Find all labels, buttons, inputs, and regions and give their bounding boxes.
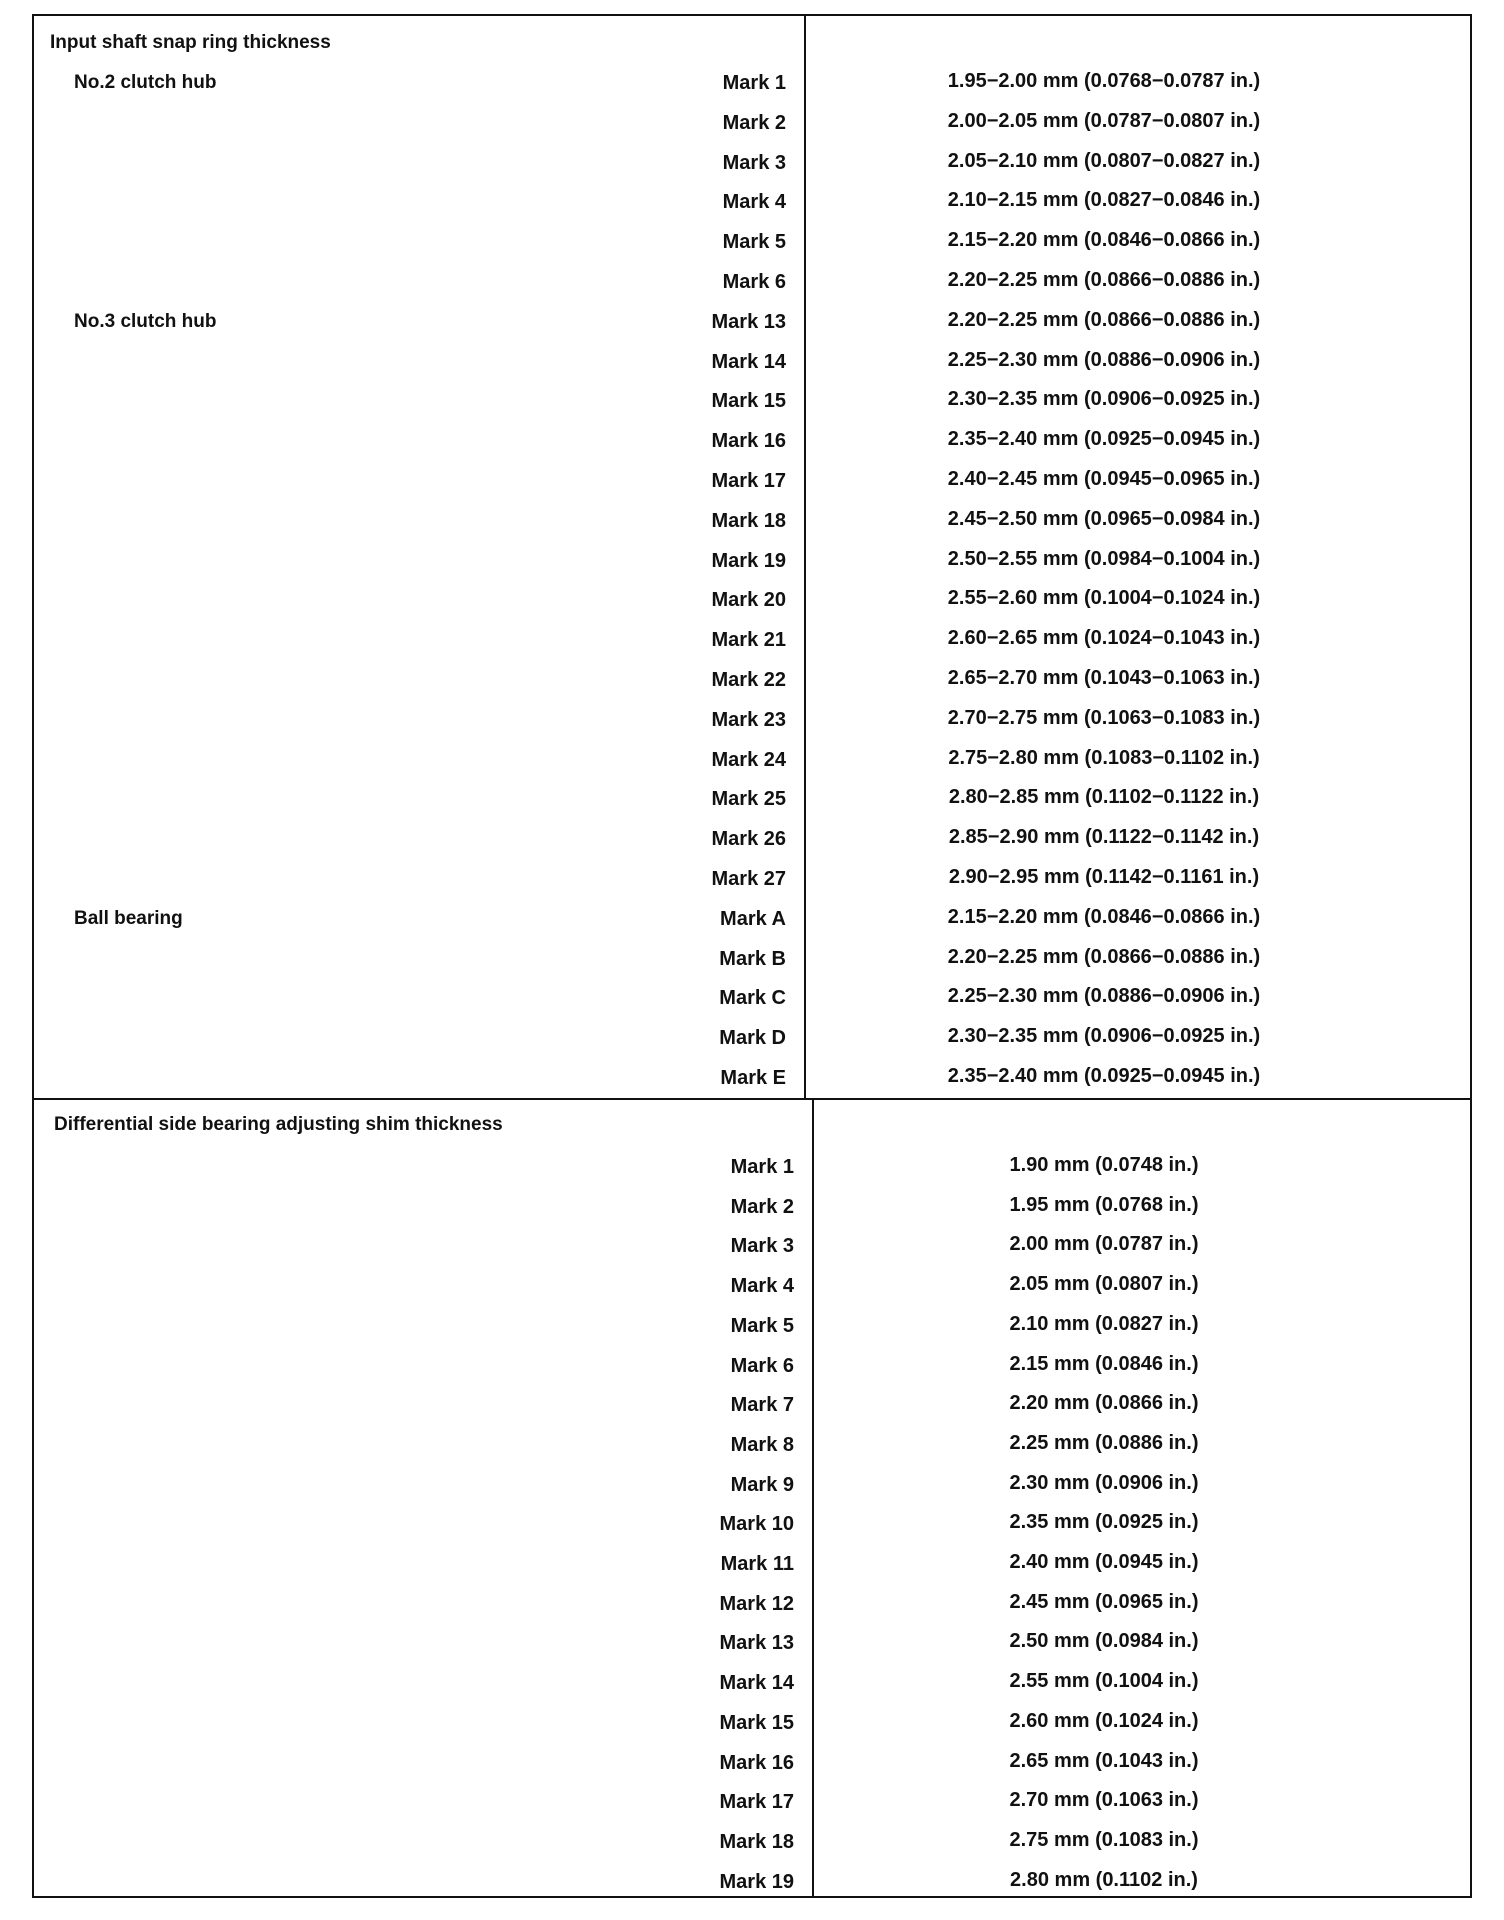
thickness-value: 2.20−2.25 mm (0.0866−0.0886 in.) [947, 308, 1261, 331]
mark-label: Mark 5 [722, 231, 786, 254]
mark-label: Mark 14 [711, 350, 786, 373]
thickness-value: 2.55 mm (0.1004 in.) [1009, 1670, 1199, 1693]
mark-label: Mark 4 [722, 191, 786, 214]
mark-label: Mark 14 [719, 1672, 794, 1695]
thickness-value: 2.00−2.05 mm (0.0787−0.0807 in.) [947, 109, 1261, 132]
thickness-value: 2.80 mm (0.1102 in.) [1010, 1868, 1198, 1891]
thickness-value: 2.75−2.80 mm (0.1083−0.1102 in.) [948, 746, 1260, 769]
mark-label: Mark 22 [711, 669, 786, 691]
mark-label: Mark 23 [711, 708, 786, 731]
mark-label: Mark 16 [719, 1751, 794, 1774]
table-row [34, 1746, 1470, 1778]
table-row [34, 1309, 1470, 1341]
mark-label: Mark 8 [730, 1433, 794, 1456]
mark-label: Mark 21 [711, 629, 786, 652]
component-label: No.3 clutch hub [74, 310, 217, 332]
thickness-value: 2.35−2.40 mm (0.0925−0.0945 in.) [947, 428, 1261, 451]
thickness-value: 2.30 mm (0.0906 in.) [1009, 1471, 1199, 1494]
thickness-value: 2.25−2.30 mm (0.0886−0.0906 in.) [947, 348, 1261, 371]
thickness-value: 1.95−2.00 mm (0.0768−0.0787 in.) [947, 70, 1261, 92]
table-row [34, 1190, 1470, 1222]
thickness-value: 2.20−2.25 mm (0.0866−0.0886 in.) [947, 269, 1261, 291]
table-row [34, 981, 1470, 1013]
thickness-value: 2.60−2.65 mm (0.1024−0.1043 in.) [947, 627, 1261, 650]
mark-label: Mark 1 [730, 1156, 794, 1178]
table-row [34, 424, 1470, 456]
thickness-value: 2.70−2.75 mm (0.1063−0.1083 in.) [947, 706, 1261, 729]
mark-label: Mark 1 [722, 72, 786, 94]
table-row [34, 1706, 1470, 1738]
thickness-value: 2.45−2.50 mm (0.0965−0.0984 in.) [947, 507, 1261, 530]
thickness-value: 2.50−2.55 mm (0.0984−0.1004 in.) [947, 547, 1261, 570]
mark-label: Mark 20 [711, 589, 786, 612]
thickness-value: 2.35−2.40 mm (0.0925−0.0945 in.) [947, 1065, 1261, 1087]
mark-label: Mark 19 [711, 549, 786, 572]
thickness-value: 2.75 mm (0.1083 in.) [1009, 1828, 1199, 1851]
mark-label: Mark 13 [711, 310, 786, 333]
mark-label: Mark 10 [719, 1513, 794, 1536]
table-row [34, 782, 1470, 814]
thickness-value: 2.40−2.45 mm (0.0945−0.0965 in.) [947, 468, 1261, 490]
table-row [34, 305, 1470, 337]
component-label: No.2 clutch hub [74, 72, 217, 93]
thickness-value: 2.05−2.10 mm (0.0807−0.0827 in.) [947, 149, 1261, 172]
mark-label: Mark 9 [730, 1473, 794, 1496]
thickness-value: 2.65−2.70 mm (0.1043−0.1063 in.) [947, 667, 1261, 689]
thickness-value: 2.30−2.35 mm (0.0906−0.0925 in.) [947, 388, 1261, 411]
thickness-value: 2.05 mm (0.0807 in.) [1009, 1273, 1199, 1296]
table-row [34, 1229, 1470, 1261]
table-row [34, 583, 1470, 615]
table-row [34, 1349, 1470, 1381]
table-row [34, 66, 1470, 98]
table-row [34, 504, 1470, 536]
table-row [34, 384, 1470, 416]
mark-label: Mark A [720, 907, 786, 930]
table-row [34, 942, 1470, 974]
table-row [34, 464, 1470, 496]
table-row [34, 902, 1470, 934]
table-row [34, 1666, 1470, 1698]
table-row [34, 623, 1470, 655]
table-row [34, 1468, 1470, 1500]
mark-label: Mark D [719, 1027, 786, 1050]
table-row [34, 544, 1470, 576]
mark-label: Mark 17 [711, 470, 786, 492]
mark-label: Mark 18 [719, 1830, 794, 1853]
mark-label: Mark 6 [730, 1354, 794, 1377]
thickness-value: 1.90 mm (0.0748 in.) [1009, 1154, 1199, 1176]
table-row [34, 265, 1470, 297]
mark-label: Mark 27 [711, 868, 786, 890]
table-row [34, 1150, 1470, 1182]
thickness-value: 2.50 mm (0.0984 in.) [1009, 1630, 1199, 1653]
table-row [34, 1626, 1470, 1658]
table-row [34, 1587, 1470, 1619]
table-row [34, 1061, 1470, 1093]
shim-section [34, 1100, 1470, 1898]
mark-label: Mark 5 [730, 1314, 794, 1337]
table-row [34, 1428, 1470, 1460]
thickness-value: 2.65 mm (0.1043 in.) [1009, 1749, 1199, 1772]
mark-label: Mark 2 [730, 1195, 794, 1218]
table-row [34, 225, 1470, 257]
thickness-value: 2.10−2.15 mm (0.0827−0.0846 in.) [947, 189, 1261, 212]
thickness-value: 2.15−2.20 mm (0.0846−0.0866 in.) [947, 229, 1261, 252]
mark-label: Mark B [719, 947, 786, 970]
table-row [34, 862, 1470, 894]
table-row [34, 1507, 1470, 1539]
thickness-value: 2.25 mm (0.0886 in.) [1009, 1431, 1199, 1454]
thickness-value: 2.35 mm (0.0925 in.) [1009, 1511, 1199, 1534]
mark-label: Mark C [719, 987, 786, 1010]
spec-table [32, 14, 1472, 1898]
thickness-value: 1.95 mm (0.0768 in.) [1009, 1193, 1199, 1216]
section-title: Input shaft snap ring thickness [50, 32, 331, 53]
thickness-value: 2.15 mm (0.0846 in.) [1009, 1352, 1199, 1375]
table-row [34, 703, 1470, 735]
mark-label: Mark 13 [719, 1632, 794, 1655]
thickness-value: 2.10 mm (0.0827 in.) [1009, 1312, 1199, 1335]
mark-label: Mark 19 [719, 1870, 794, 1893]
table-row [34, 146, 1470, 178]
table-row [34, 1388, 1470, 1420]
thickness-value: 2.30−2.35 mm (0.0906−0.0925 in.) [947, 1025, 1261, 1048]
component-label: Ball bearing [74, 907, 183, 929]
mark-label: Mark 15 [719, 1711, 794, 1734]
mark-label: Mark 15 [711, 390, 786, 413]
mark-label: Mark 4 [730, 1275, 794, 1298]
mark-label: Mark 25 [711, 788, 786, 811]
mark-label: Mark 18 [711, 509, 786, 532]
mark-label: Mark 24 [711, 748, 786, 771]
thickness-value: 2.60 mm (0.1024 in.) [1009, 1709, 1199, 1732]
mark-label: Mark 3 [730, 1235, 794, 1258]
mark-label: Mark 12 [719, 1592, 794, 1615]
mark-label: Mark 7 [730, 1394, 794, 1417]
table-row [34, 822, 1470, 854]
thickness-value: 2.20−2.25 mm (0.0866−0.0886 in.) [947, 945, 1261, 968]
table-row [34, 1021, 1470, 1053]
table-row [34, 1865, 1470, 1897]
table-row [34, 1547, 1470, 1579]
thickness-value: 2.70 mm (0.1063 in.) [1009, 1789, 1199, 1812]
mark-label: Mark 3 [722, 151, 786, 174]
thickness-value: 2.45 mm (0.0965 in.) [1009, 1590, 1199, 1613]
table-row [34, 185, 1470, 217]
thickness-value: 2.25−2.30 mm (0.0886−0.0906 in.) [947, 985, 1261, 1008]
thickness-value: 2.90−2.95 mm (0.1142−0.1161 in.) [948, 866, 1260, 888]
mark-label: Mark 16 [711, 430, 786, 453]
mark-label: Mark 11 [720, 1553, 794, 1575]
table-row [34, 743, 1470, 775]
mark-label: Mark E [720, 1067, 786, 1089]
thickness-value: 2.85−2.90 mm (0.1122−0.1142 in.) [948, 826, 1260, 849]
snap-ring-section [34, 16, 1470, 1100]
thickness-value: 2.55−2.60 mm (0.1004−0.1024 in.) [947, 587, 1261, 610]
table-row [34, 1825, 1470, 1857]
mark-label: Mark 2 [722, 111, 786, 134]
mark-label: Mark 26 [711, 828, 786, 851]
thickness-value: 2.80−2.85 mm (0.1102−0.1122 in.) [948, 786, 1260, 809]
thickness-value: 2.40 mm (0.0945 in.) [1009, 1551, 1199, 1573]
table-row [34, 1785, 1470, 1817]
table-row [34, 345, 1470, 377]
thickness-value: 2.15−2.20 mm (0.0846−0.0866 in.) [947, 905, 1261, 928]
table-row [34, 663, 1470, 695]
mark-label: Mark 17 [719, 1791, 794, 1814]
table-row [34, 1269, 1470, 1301]
section-title: Differential side bearing adjusting shim thickness [54, 1114, 503, 1135]
thickness-value: 2.20 mm (0.0866 in.) [1009, 1392, 1199, 1415]
mark-label: Mark 6 [722, 271, 786, 293]
thickness-value: 2.00 mm (0.0787 in.) [1009, 1233, 1199, 1256]
table-row [34, 106, 1470, 138]
